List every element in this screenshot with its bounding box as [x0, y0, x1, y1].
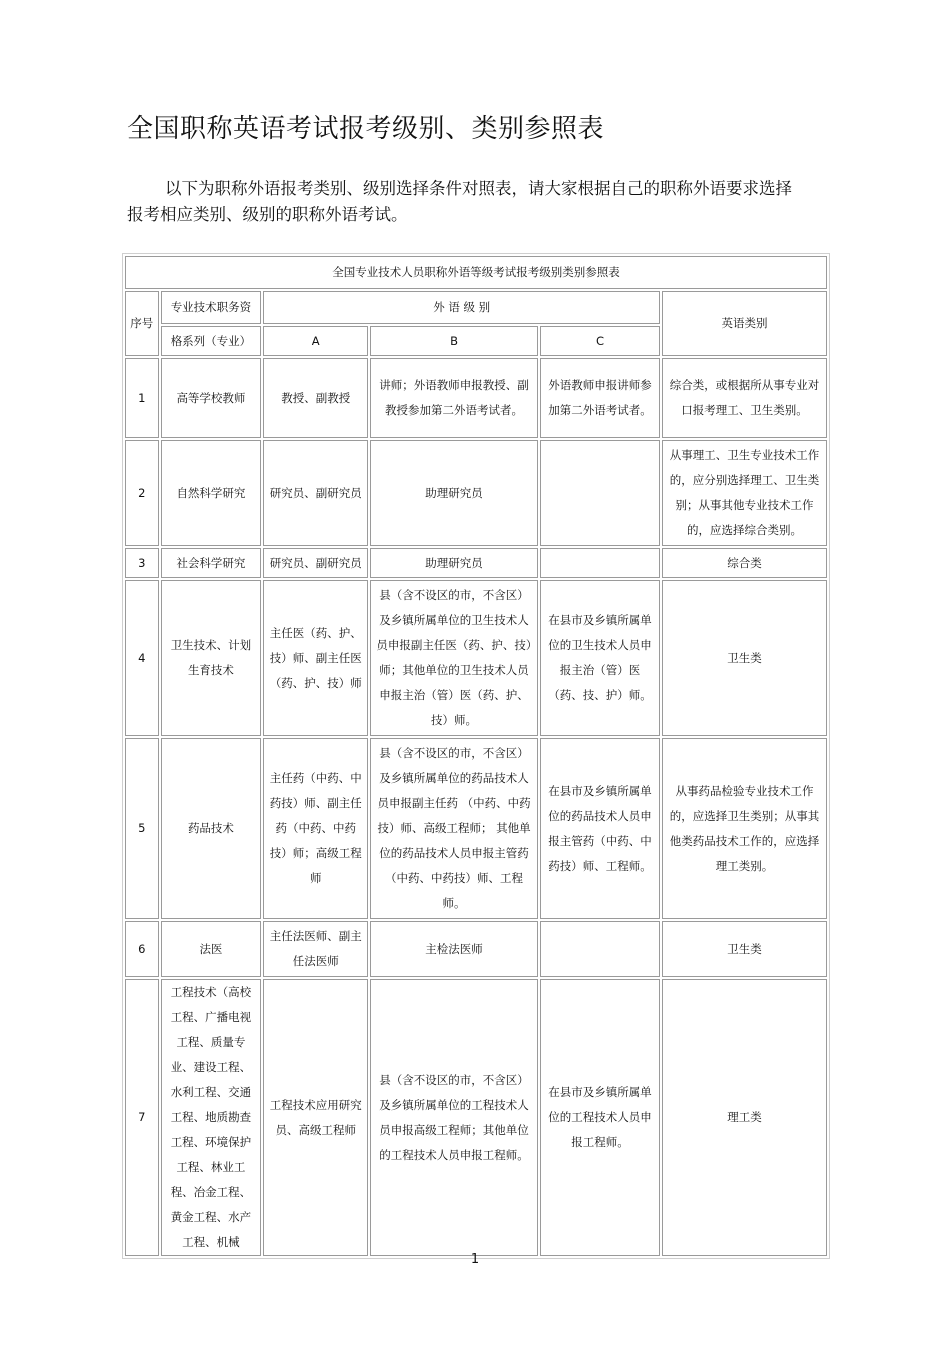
- row-level-b: 助理研究员: [370, 440, 538, 546]
- row-level-c: 在县市及乡镇所属单位的工程技术人员申报工程师。: [540, 979, 660, 1256]
- header-level: 外 语 级 别: [263, 291, 660, 324]
- row-level-b: 主检法医师: [370, 921, 538, 977]
- row-series: 卫生技术、计划生育技术: [161, 580, 262, 736]
- row-level-b: 讲师；外语教师申报教授、副教授参加第二外语考试者。: [370, 358, 538, 438]
- header-category: 英语类别: [662, 291, 827, 356]
- row-seq: 2: [125, 440, 159, 546]
- table-row: [125, 580, 827, 736]
- row-series: 工程技术（高校工程、广播电视工程、质量专业、建设工程、水利工程、交通工程、地质勘查工程、环境保护工程、林业工程、冶金工程、黄金工程、水产工程、机械: [161, 979, 262, 1256]
- row-level-b: 助理研究员: [370, 548, 538, 578]
- row-level-c: 外语教师申报讲师参加第二外语考试者。: [540, 358, 660, 438]
- row-seq: 7: [125, 979, 159, 1256]
- row-level-a: 教授、副教授: [263, 358, 368, 438]
- row-level-b: 县（含不设区的市，不含区）及乡镇所属单位的工程技术人员申报高级工程师；其他单位的工程技术人员申报工程师。: [370, 979, 538, 1256]
- row-level-b: 县（含不设区的市，不含区）及乡镇所属单位的卫生技术人员申报副主任医（药、护、技）师；其他单位的卫生技术人员申报主治（管）医（药、护、技）师。: [370, 580, 538, 736]
- header-seq: 序号: [125, 291, 159, 356]
- header-level-c: C: [540, 326, 660, 356]
- row-series: 社会科学研究: [161, 548, 262, 578]
- header-level-b: B: [370, 326, 538, 356]
- row-seq: 1: [125, 358, 159, 438]
- row-series: 高等学校教师: [161, 358, 262, 438]
- table-row: [125, 979, 827, 1256]
- table-row: [125, 358, 827, 438]
- table-caption: 全国专业技术人员职称外语等级考试报考级别类别参照表: [125, 256, 827, 289]
- table-row: [125, 738, 827, 919]
- row-seq: 5: [125, 738, 159, 919]
- row-level-c: [540, 548, 660, 578]
- row-level-a: 研究员、副研究员: [263, 440, 368, 546]
- row-level-b: 县（含不设区的市，不含区）及乡镇所属单位的药品技术人员申报副主任药 （中药、中药技）师、高级工程师； 其他单位的药品技术人员申报主管药（中药、中药技）师、工程师。: [370, 738, 538, 919]
- row-seq: 4: [125, 580, 159, 736]
- row-level-a: 工程技术应用研究员、高级工程师: [263, 979, 368, 1256]
- row-level-c: 在县市及乡镇所属单位的卫生技术人员申报主治（管）医（药、技、护）师。: [540, 580, 660, 736]
- row-category: 理工类: [662, 979, 827, 1256]
- page-number: 1: [470, 1252, 480, 1267]
- row-level-a: 主任药（中药、中药技）师、副主任药（中药、中药技）师；高级工程师: [263, 738, 368, 919]
- row-level-c: [540, 921, 660, 977]
- header-series-line1: 专业技术职务资: [161, 291, 262, 324]
- row-category: 卫生类: [662, 580, 827, 736]
- row-category: 综合类: [662, 548, 827, 578]
- row-series: 法医: [161, 921, 262, 977]
- table-row: [125, 921, 827, 977]
- row-seq: 3: [125, 548, 159, 578]
- header-series-line2: 格系列（专业）: [161, 326, 262, 356]
- table-row: [125, 440, 827, 546]
- row-category: 综合类，或根据所从事专业对口报考理工、卫生类别。: [662, 358, 827, 438]
- page-title: 全国职称英语考试报考级别、类别参照表: [127, 114, 605, 144]
- row-level-c: 在县市及乡镇所属单位的药品技术人员申报主管药（中药、中药技）师、工程师。: [540, 738, 660, 919]
- header-level-a: A: [263, 326, 368, 356]
- row-series: 药品技术: [161, 738, 262, 919]
- row-level-a: 主任医（药、护、技）师、副主任医（药、护、技）师: [263, 580, 368, 736]
- row-category: 从事药品检验专业技术工作的，应选择卫生类别；从事其他类药品技术工作的，应选择理工类别。: [662, 738, 827, 919]
- reference-table: [122, 253, 830, 1259]
- row-level-c: [540, 440, 660, 546]
- row-series: 自然科学研究: [161, 440, 262, 546]
- row-category: 从事理工、卫生专业技术工作的，应分别选择理工、卫生类别；从事其他专业技术工作的，应选择综合类别。: [662, 440, 827, 546]
- table-row: [125, 548, 827, 578]
- row-seq: 6: [125, 921, 159, 977]
- row-category: 卫生类: [662, 921, 827, 977]
- row-level-a: 主任法医师、副主任法医师: [263, 921, 368, 977]
- intro-paragraph: 以下为职称外语报考类别、级别选择条件对照表，请大家根据自己的职称外语要求选择报考相应类别、级别的职称外语考试。: [127, 179, 792, 224]
- row-level-a: 研究员、副研究员: [263, 548, 368, 578]
